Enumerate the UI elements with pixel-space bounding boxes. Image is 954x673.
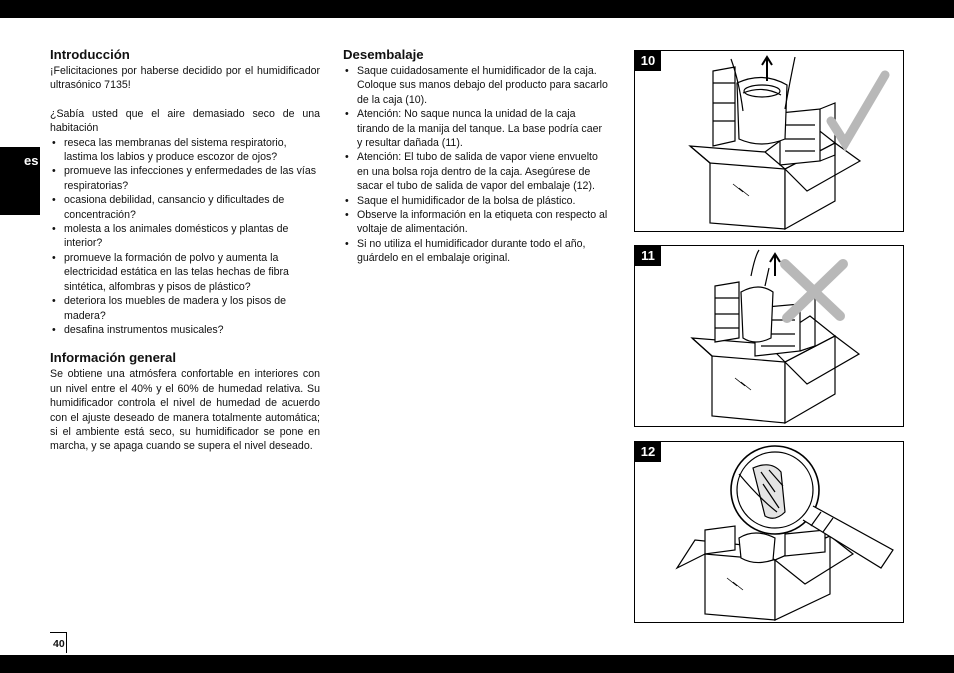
list-item: • Si no utiliza el humidificador durante todo el año, guárdelo en el embalaje original. bbox=[343, 237, 609, 266]
list-item: • promueve la formación de polvo y aumenta la electricidad estática en las telas hechas de fibra sintética, alfombras y pisos de plástico? bbox=[50, 251, 320, 294]
figure-10 bbox=[634, 50, 904, 232]
figure-11-illustration bbox=[635, 246, 903, 426]
list-item: • Atención: El tubo de salida de vapor viene envuelto en una bolsa roja dentro de la caja. Asegúrese de sacar el tubo de salida de vapor del embalaje (12). bbox=[343, 150, 609, 193]
list-item: • Atención: No saque nunca la unidad de la caja tirando de la manija del tanque. La base podría caer y resultar dañada (11). bbox=[343, 107, 609, 150]
check-icon bbox=[831, 75, 885, 143]
cross-icon bbox=[785, 264, 843, 318]
language-tab-label: es bbox=[24, 153, 39, 168]
list-item: • Observe la información en la etiqueta con respecto al voltaje de alimentación. bbox=[343, 208, 609, 237]
figure-10-illustration bbox=[635, 51, 903, 231]
unpacking-heading: Desembalaje bbox=[343, 47, 424, 62]
general-heading: Información general bbox=[50, 350, 177, 366]
figure-11 bbox=[634, 245, 904, 427]
list-item: • molesta a los animales domésticos y plantas de interior? bbox=[50, 222, 320, 251]
figure-number: 12 bbox=[635, 442, 661, 462]
language-tab bbox=[0, 147, 40, 215]
list-item: • Saque el humidificador de la bolsa de plástico. bbox=[343, 194, 609, 208]
figure-12 bbox=[634, 441, 904, 623]
list-item: • Saque cuidadosamente el humidificador de la caja. Coloque sus manos debajo del producto para sacarlo de la caja (10). bbox=[343, 64, 609, 107]
figure-number: 11 bbox=[635, 246, 661, 266]
list-item: • desafina instrumentos musicales? bbox=[50, 323, 320, 337]
list-item: • ocasiona debilidad, cansancio y dificultades de concentración? bbox=[50, 193, 320, 222]
unpacking-bullet-list bbox=[343, 64, 609, 266]
list-item: • promueve las infecciones y enfermedades de las vías respiratorias? bbox=[50, 164, 320, 193]
general-text: Se obtiene una atmósfera confortable en interiores con un nivel entre el 40% y el 60% de humedad relativa. Su humidificador controla el nivel de humedad de acuerdo con el ajuste deseado de manera totalmente automática; si el ambiente está seco, su humidificador se pone en marcha, y se apaga cuando se supera el nivel deseado. bbox=[50, 368, 320, 453]
bottom-black-bar bbox=[0, 655, 954, 673]
figure-12-illustration bbox=[635, 442, 903, 622]
list-item: • reseca las membranas del sistema respiratorio, lastima los labios y produce escozor de ojos? bbox=[50, 136, 320, 165]
intro-question: ¿Sabía usted que el aire demasiado seco de una habitación bbox=[50, 107, 320, 135]
intro-heading: Introducción bbox=[50, 47, 130, 62]
column-left bbox=[50, 47, 320, 454]
figure-number: 10 bbox=[635, 51, 661, 71]
intro-bullet-list bbox=[50, 136, 320, 338]
intro-text: ¡Felicitaciones por haberse decidido por el humidificador ultrasónico 7135! bbox=[50, 65, 320, 92]
list-item: • deteriora los muebles de madera y los pisos de madera? bbox=[50, 294, 320, 323]
top-black-bar bbox=[0, 0, 954, 18]
page-number: 40 bbox=[53, 638, 65, 650]
column-middle bbox=[343, 47, 609, 266]
